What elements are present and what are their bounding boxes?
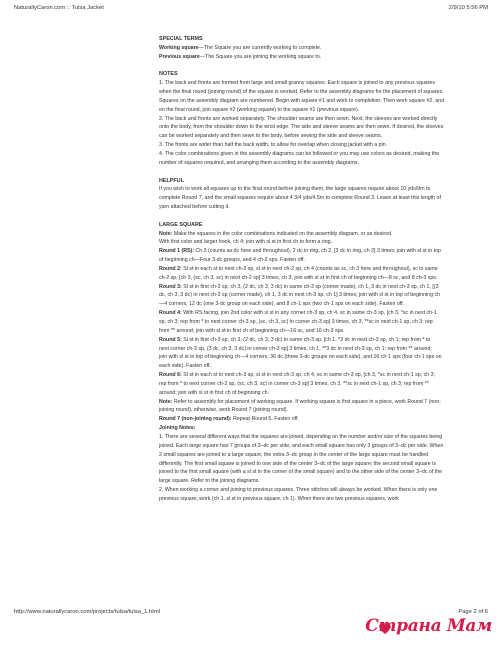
instruction-line [159,327,489,336]
large-square-instructions [159,230,489,504]
instruction-line [159,336,489,345]
instruction-text: joined. Each large square has 7 groups of 3–dc per side, and each small square has only 3 groups of 3–dc per side. When [159,442,444,449]
instruction-text: next corner ch-3 sp, (3 dc, ch 3, 3 dc) in corner ch-3 sp] 3 times, ch 1, **3 dc in next ch-3 sp, ch 1; rep from ** around; [159,345,432,352]
notes-line: Squares on the assembly diagram are numbered. Begin with square #1 and work to completion. Then work square #2, and [159,97,445,104]
pattern-content [159,35,489,504]
notes-line: when the final round (joining round) of the square is worked. Refer to the assembly diagrams for the placement of squares. [159,89,444,96]
instruction-line [159,353,489,362]
helpful-text [159,185,489,212]
watermark-logo [365,616,496,642]
instruction-text: Make the squares in the color combinations indicated on the assembly diagram, or as desired. [172,230,393,237]
instruction-label: Round 5: [159,336,182,343]
instruction-line [159,247,489,256]
footer-page-number: Page 2 of 6 [458,609,488,615]
instruction-text: Sl st in each st to next ch-3 sp, sl st in next ch-3 sp, ch 4, sc in same ch-3 sp, [ch 3, *sc in next ch-1 sp, ch 3; [181,372,436,379]
instruction-line [159,265,489,274]
instruction-text: each side). Fasten off. [159,363,211,370]
instruction-line [159,283,489,292]
instruction-text: With RS facing, join 2nd color with sl st in any corner ch-3 sp, ch 4, sc in same ch-3 sp, [ch 3, *sc in next ch-1 [181,310,437,317]
footer-url: http://www.naturallycaron.com/projects/tulsa/tulsa_1.html [14,609,160,615]
instruction-label: Note: [159,230,173,237]
instruction-text: ch-2 sp, [ch 3, (sc, ch 3, sc) in next ch-2 sp] 3 times, ch 3; join with sl st in first ch of beginning ch—8 sc, and 8 ch-3 sps. [159,274,438,281]
notes-section [159,70,489,167]
instruction-label: Round 6: [159,372,182,379]
instruction-line [159,477,489,486]
instruction-text: from ** around; join with sl st in first ch of beginning ch—16 sc, and 16 ch-3 sps. [159,327,345,334]
notes-line: on the final round, join square #2 (working square) to the square #1 (previous square). [159,106,360,113]
previous-square-text: —The Square you are joining the working square to. [199,53,322,60]
instruction-text: previous square, work (ch 1, sl st in previous square, ch 1). When there are two previous squares, work [159,495,399,502]
helpful-heading: HELPFUL [159,177,184,184]
instruction-line [159,460,489,469]
instruction-line [159,406,489,415]
instruction-text: of beginning ch—Four 3-dc groups, and 4 ch-2 sps. Fasten off. [159,257,305,264]
working-square-text: —The Square you are currently working to complete. [198,44,322,51]
instruction-text: 2. When working a corner and joining to previous squares. Three stitches will always be worked. When there is only one [159,487,438,494]
instruction-line [159,362,489,371]
instruction-text: Refer to assembly for placement of working square. If working square is first square in a piece, work Round 7 (non- [172,398,441,405]
instruction-text: differently. The first small square is joined to one side of the center 3–dc of the large square; the second small square is [159,460,436,467]
instruction-text: Sl st in each st to next ch-2 sp, sl st in next ch-2 sp, ch 4 (counts as sc, ch 3 here and throughout), sc in same [181,265,438,272]
instruction-text: joined to the first small square (with a sl st in the corner of the small square) and to the other side of the center 3–dc of the [159,469,443,476]
special-terms-heading: SPECIAL TERMS [159,36,203,42]
header-datetime: 2/9/10 5:56 PM [448,5,488,11]
notes-line: 2. The back and fronts are worked separately. The shoulder seams are then sewn. Next, the sleeves are worked directly [159,115,438,122]
instruction-line [159,256,489,265]
working-square-definition [159,44,489,53]
header-page-title: NaturallyCaron.com :: Tulsa Jacket [14,5,104,11]
instruction-text: Sl st in first ch-3 sp, ch 3, (2 dc, ch 3, 3 dc) in same ch-3 sp (corner made), ch 1, 3 dc in next ch-3 sp, ch 1, [(3 [181,283,439,290]
instruction-line [159,486,489,495]
instruction-line [159,442,489,451]
working-square-label: Working square [159,44,199,51]
instruction-label: Round 3: [159,283,182,290]
notes-line: 4. The color combinations given in the assembly diagrams can be followed or you may use colors as desired, making the [159,150,440,157]
previous-square-label: Previous square [159,53,200,60]
instruction-text: —4 corners, 12 dc (one 3-dc group on each side), and 8 ch-1 sps (two ch-1 sps on each side). Fasten off. [159,301,405,308]
helpful-section [159,177,489,212]
instruction-label: Round 2: [159,265,182,272]
instruction-text: Sl st in first ch-3 sp, ch 3, (2 dc, ch 3, 3 dc) in same ch-3 sp, [ch 1, *3 dc in next ch-3 sp, ch 1; rep from * to [181,336,431,343]
helpful-line: complete Round 7, and the small squares require about 4 3/4 yds/4.5m to complete Round 3. Leave at least this length of [159,195,441,202]
instruction-text: joining round), otherwise, work Round 7 (joining round). [159,407,288,414]
watermark-text: Страна Мам [365,616,492,636]
instruction-text: 2 small squares are joined to a large square, the extra 3–dc group in the center of the large square must be handled [159,451,429,458]
previous-square-definition [159,53,489,62]
instruction-line [159,300,489,309]
instruction-label: Round 4: [159,310,182,317]
helpful-line: If you wish to work all squares up to the final round before joining them, the large squares require about 10 yds/9m to [159,186,431,193]
instruction-line [159,318,489,327]
instruction-text: Repeat Round 5. Fasten off. [231,416,299,423]
special-terms-section [159,35,489,62]
instruction-text: With first color and larger hook, ch 4; join with sl st in first ch to form a ring. [159,239,333,246]
instruction-text: Ch 3 (counts as dc here and throughout), 2 dc in ring, ch 2, [3 dc in ring, ch 2] 3 times; join with sl st in top [194,248,441,255]
instruction-text: join with sl st in top of beginning ch—4 corners, 36 dc (three 3-dc groups on each side), and 16 ch-1 sps (four ch-1 sps on [159,354,442,361]
instruction-line [159,424,489,433]
instruction-line [159,468,489,477]
instruction-line [159,309,489,318]
notes-heading: NOTES [159,71,178,78]
instruction-text: rep from * to next corner ch-3 sp, (sc, ch 3, sc) in corner ch-3 sp] 3 times, ch 3, **sc in next ch-1 sp, ch 3; rep from ** [159,380,429,387]
instruction-line [159,371,489,380]
print-header [14,5,488,15]
large-square-heading: LARGE SQUARE [159,221,203,228]
notes-line: number of squares required, and arranging them according to the assembly diagrams. [159,159,359,166]
notes-text [159,79,489,167]
instruction-line [159,238,489,247]
notes-line: onto the body, from the shoulder down to the wrist edge. The side and sleeve seams are then sewn. If desired, the sleeves [159,124,444,131]
instruction-text: 1. There are several different ways that the squares are joined, depending on the number and/or size of the squares being [159,433,443,440]
instruction-line [159,398,489,407]
instruction-label: Note: [159,398,173,405]
instruction-text: large square. Refer to the joining diagrams. [159,478,260,485]
instruction-line [159,433,489,442]
instruction-line [159,345,489,354]
helpful-line: yarn attached before cutting it. [159,204,230,211]
instruction-line [159,389,489,398]
notes-line: 1. The back and fronts are formed from large and small granny squares. Each square is joined to any previous squares [159,80,435,87]
notes-line: 3. The fronts are wider than half the back width, to allow for overlap when closing jacket with a pin. [159,142,388,149]
instruction-text: around; join with sl st in first ch of beginning ch. [159,389,270,396]
instruction-line [159,495,489,504]
instruction-line [159,230,489,239]
notes-line: can be worked separately and then sewn to the body, before sewing the side and sleeve seams. [159,133,383,140]
instruction-line [159,451,489,460]
instruction-line [159,415,489,424]
instruction-label: Round 7 (non-joining round): [159,416,232,423]
instruction-line [159,291,489,300]
instruction-line [159,274,489,283]
instruction-label: Joining Notes: [159,425,196,432]
instruction-line [159,380,489,389]
instruction-text: dc, ch 3, 3 dc) in next ch-3 sp (corner made), ch 1, 3 dc in next ch-3 sp, ch 1] 3 times; join with sl st in top of beginning ch [159,292,441,299]
large-square-section [159,221,489,504]
instruction-label: Round 1 (RS): [159,248,194,255]
instruction-text: sp, ch 3; rep from * to next corner ch-3 sp, (sc, ch 3, sc) in corner ch-3 sp] 3 times, ch 3, **sc in next ch-1 sp, ch 3; rep [159,319,433,325]
